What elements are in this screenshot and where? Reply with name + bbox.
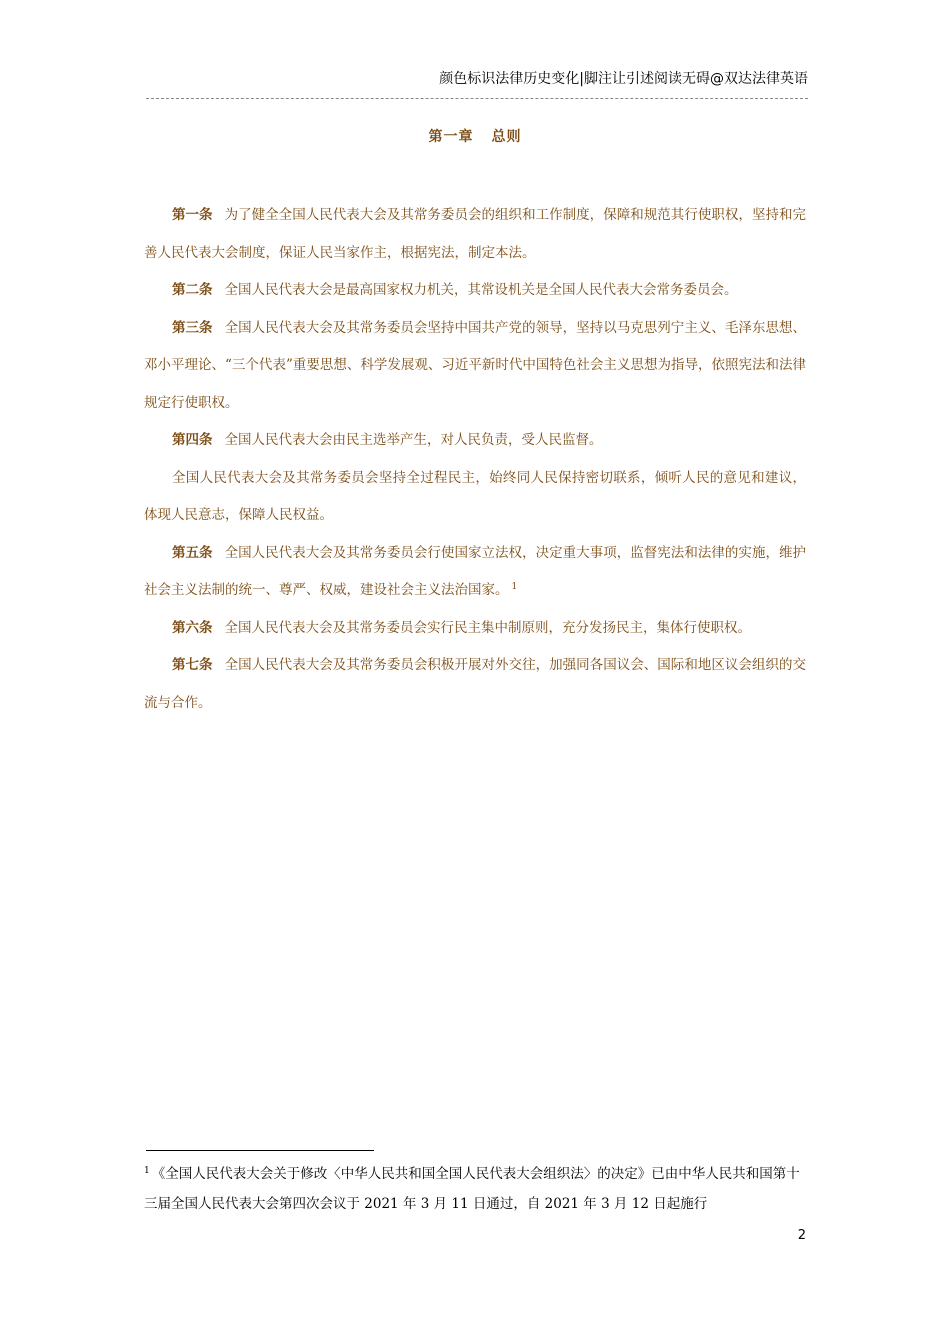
article-text: 全国人民代表大会及其常务委员会坚持全过程民主，始终同人民保持密切联系，倾听人民的意见和建议，体现人民意志，保障人民权益。: [144, 469, 806, 523]
article-text: 全国人民代表大会及其常务委员会实行民主集中制原则，充分发扬民主，集体行使职权。: [224, 619, 751, 636]
article: [144, 647, 806, 722]
footnote-reference[interactable]: 1: [511, 581, 518, 592]
article-number: 第三条: [172, 319, 213, 336]
header-divider: [146, 98, 808, 99]
article-number: 第六条: [172, 619, 213, 636]
article-text: 为了健全全国人民代表大会及其常务委员会的组织和工作制度，保障和规范其行使职权，坚持和完善人民代表大会制度，保证人民当家作主，根据宪法，制定本法。: [144, 207, 807, 261]
page-header: 颜色标识法律历史变化|脚注让引述阅读无碍@双达法律英语: [439, 71, 808, 87]
article-number: 第一条: [172, 207, 213, 223]
article-text: 全国人民代表大会及其常务委员会积极开展对外交往，加强同各国议会、国际和地区议会组织的交流与合作。: [144, 657, 807, 711]
footnote-text: 《全国人民代表大会关于修改〈中华人民共和国全国人民代表大会组织法〉的决定》已由中华人民共和国第十三届全国人民代表大会第四次会议于 2021 年 3 月 11 日通过，自 2021 年 3 月 12 日起施行: [144, 1166, 800, 1212]
chapter-title: 总则: [491, 129, 522, 145]
article: [144, 610, 806, 648]
article-text: 全国人民代表大会及其常务委员会坚持中国共产党的领导，坚持以马克思列宁主义、毛泽东思想、邓小平理论、“三个代表”重要思想、科学发展观、习近平新时代中国特色社会主义思想为指导，依照宪法和法律规定行使职权。: [144, 319, 807, 411]
article-text: 全国人民代表大会及其常务委员会行使国家立法权，决定重大事项，监督宪法和法律的实施，维护社会主义法制的统一、尊严、权威，建设社会主义法治国家。: [144, 544, 807, 598]
article-number: 第五条: [172, 544, 213, 561]
footnote-divider: [146, 1150, 374, 1151]
article: [144, 272, 806, 310]
article-number: 第四条: [172, 432, 213, 448]
article-text: 全国人民代表大会由民主选举产生，对人民负责，受人民监督。: [224, 432, 603, 448]
article-number: 第七条: [172, 657, 213, 673]
page-number: 2: [797, 1228, 806, 1243]
article: [144, 535, 806, 610]
article: [144, 197, 806, 272]
article-paragraph: [144, 460, 806, 535]
article-text: 全国人民代表大会是最高国家权力机关，其常设机关是全国人民代表大会常务委员会。: [224, 282, 738, 298]
chapter-number: 第一章: [428, 129, 474, 145]
article: [144, 422, 806, 460]
chapter-heading: [0, 126, 950, 146]
article: [144, 310, 806, 423]
chapter-body: [144, 197, 806, 722]
footnote-mark: 1: [144, 1165, 150, 1176]
footnote: [144, 1159, 808, 1219]
article-number: 第二条: [172, 282, 213, 298]
